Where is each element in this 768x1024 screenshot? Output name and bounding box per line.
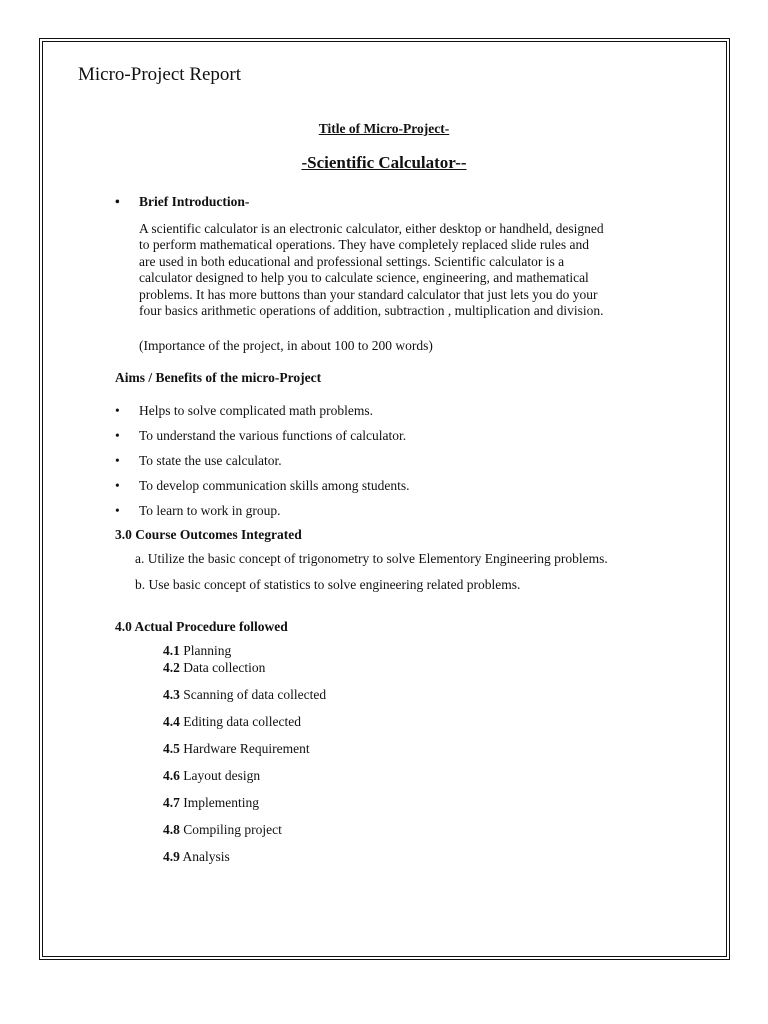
list-item (115, 477, 675, 494)
intro-line: to perform mathematical operations. They have completely replaced slide rules and (139, 237, 589, 253)
procedure-step (163, 768, 260, 784)
step-number: 4.5 (163, 741, 180, 756)
intro-heading-text: Brief Introduction- (139, 194, 250, 209)
procedure-step (163, 687, 326, 703)
bullet-icon: • (115, 403, 120, 418)
procedure-step (163, 741, 310, 757)
page-border (39, 38, 730, 960)
step-text: Data collection (183, 660, 266, 675)
step-number: 4.3 (163, 687, 180, 702)
aim-text: Helps to solve complicated math problems. (139, 403, 373, 418)
step-number: 4.8 (163, 822, 180, 837)
intro-line: calculator designed to help you to calculate science, engineering, and mathematical (139, 270, 589, 286)
step-text: Editing data collected (183, 714, 301, 729)
course-outcome-item: b. Use basic concept of statistics to solve engineering related problems. (135, 577, 521, 592)
bullet-icon: • (115, 503, 120, 518)
aim-text: To understand the various functions of calculator. (139, 428, 407, 443)
list-item (115, 402, 675, 419)
step-text: Planning (183, 643, 232, 658)
project-name: -Scientific Calculator-- (301, 153, 467, 172)
list-item (115, 427, 675, 444)
procedure-step (163, 660, 265, 676)
aim-text: To develop communication skills among students. (139, 478, 410, 493)
step-number: 4.7 (163, 795, 180, 810)
course-outcomes-heading: 3.0 Course Outcomes Integrated (115, 527, 302, 542)
bullet-icon: • (115, 478, 120, 493)
step-number: 4.2 (163, 660, 180, 675)
aim-text: To state the use calculator. (139, 453, 282, 468)
step-number: 4.9 (163, 849, 180, 864)
procedure-step (163, 643, 231, 659)
procedure-heading: 4.0 Actual Procedure followed (115, 619, 288, 634)
bullet-icon: • (115, 194, 120, 209)
bullet-icon: • (115, 428, 120, 443)
procedure-step (163, 714, 301, 730)
step-text: Analysis (182, 849, 230, 864)
step-text: Implementing (183, 795, 259, 810)
step-text: Layout design (183, 768, 261, 783)
procedure-step (163, 849, 230, 865)
procedure-step (163, 822, 282, 838)
intro-line: A scientific calculator is an electronic calculator, either desktop or handheld, designed (139, 221, 604, 236)
step-number: 4.4 (163, 714, 180, 729)
step-text: Scanning of data collected (183, 687, 327, 702)
list-item (115, 452, 675, 469)
step-text: Hardware Requirement (183, 741, 310, 756)
step-text: Compiling project (183, 822, 282, 837)
importance-note: (Importance of the project, in about 100 to 200 words) (139, 338, 433, 353)
intro-line: problems. It has more buttons than your standard calculator that just lets you do your (139, 286, 598, 302)
page-title: Micro-Project Report (78, 64, 242, 85)
project-title-label: Title of Micro-Project- (318, 121, 450, 136)
bullet-icon: • (115, 453, 120, 468)
intro-line: are used in both educational and professional settings. Scientific calculator is a (139, 253, 565, 269)
intro-paragraph (139, 221, 699, 319)
aims-heading: Aims / Benefits of the micro-Project (115, 370, 322, 385)
list-item (115, 502, 675, 519)
aim-text: To learn to work in group. (139, 503, 281, 518)
course-outcome-item: a. Utilize the basic concept of trigonometry to solve Elementory Engineering problems. (135, 551, 608, 566)
step-number: 4.1 (163, 643, 180, 658)
intro-line: four basics arithmetic operations of addition, subtraction , multiplication and division. (139, 303, 604, 319)
intro-heading (115, 193, 415, 210)
procedure-step (163, 795, 259, 811)
step-number: 4.6 (163, 768, 180, 783)
